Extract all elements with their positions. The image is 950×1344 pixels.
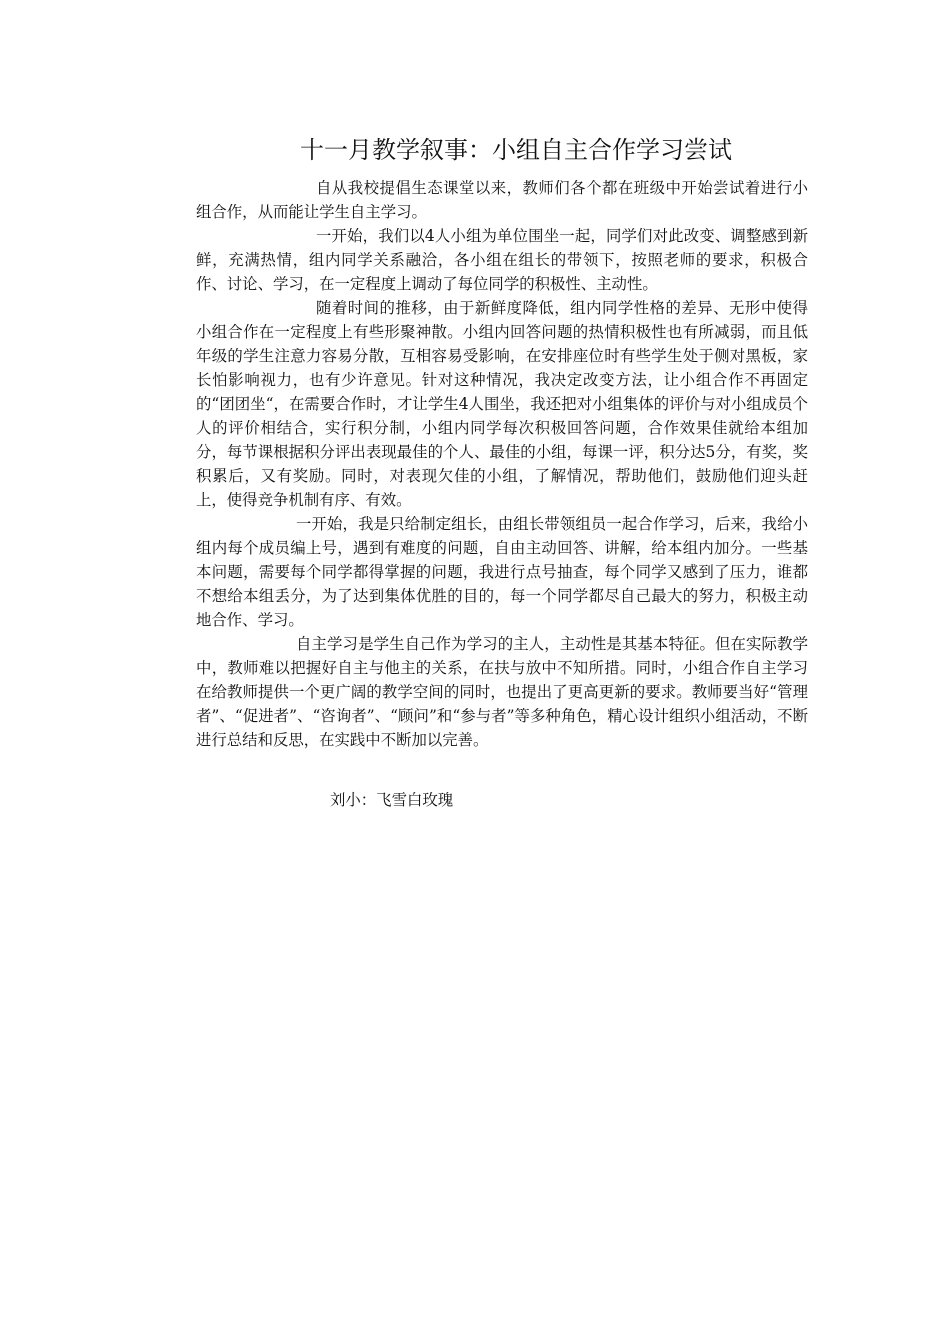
paragraph-1: 自从我校提倡生态课堂以来，教师们各个都在班级中开始尝试着进行小组合作，从而能让学生自主学习。 (196, 179, 808, 221)
paragraph-5: 自主学习是学生自己作为学习的主人，主动性是其基本特征。但在实际教学中，教师难以把握好自主与他主的关系，在扶与放中不知所措。同时，小组合作自主学习在给教师提供一个更广阔的教学空间的同时，也提出了更高更新的要求。教师要当好“管理者”、“促进者”、“咨询者”、“顾问”和“参与者”等多种角色，精心设计组织小组活动，不断进行总结和反思，在实践中不断加以完善。 (196, 635, 808, 749)
document-title: 十一月教学叙事：小组自主合作学习尝试 (300, 136, 732, 164)
author-signature: 刘小：飞雪白玫瑰 (330, 791, 454, 809)
paragraph-2: 一开始，我们以4人小组为单位围坐一起，同学们对此改变、调整感到新鲜，充满热情，组内同学关系融洽，各小组在组长的带领下，按照老师的要求，积极合作、讨论、学习，在一定程度上调动了每位同学的积极性、主动性。 (196, 227, 808, 293)
paragraph-4: 一开始，我是只给制定组长，由组长带领组员一起合作学习，后来，我给小组内每个成员编上号，遇到有难度的问题，自由主动回答、讲解，给本组内加分。一些基本问题，需要每个同学都得掌握的问题，我进行点号抽查，每个同学又感到了压力，谁都不想给本组丢分，为了达到集体优胜的目的，每一个同学都尽自己最大的努力，积极主动地合作、学习。 (196, 515, 808, 629)
paragraph-3: 随着时间的推移，由于新鲜度降低，组内同学性格的差异、无形中使得小组合作在一定程度上有些形聚神散。小组内回答问题的热情积极性也有所减弱，而且低年级的学生注意力容易分散，互相容易受影响，在安排座位时有些学生处于侧对黑板，家长怕影响视力，也有少许意见。针对这种情况，我决定改变方法，让小组合作不再固定的“团团坐“，在需要合作时，才让学生4人围坐，我还把对小组集体的评价与对小组成员个人的评价相结合，实行积分制，小组内同学每次积极回答问题，合作效果佳就给本组加分，每节课根据积分评出表现最佳的个人、最佳的小组，每课一评，积分达5分，有奖，奖积累后，又有奖励。同时，对表现欠佳的小组，了解情况，帮助他们，鼓励他们迎头赶上，使得竞争机制有序、有效。 (196, 299, 808, 509)
document-body (196, 132, 808, 812)
